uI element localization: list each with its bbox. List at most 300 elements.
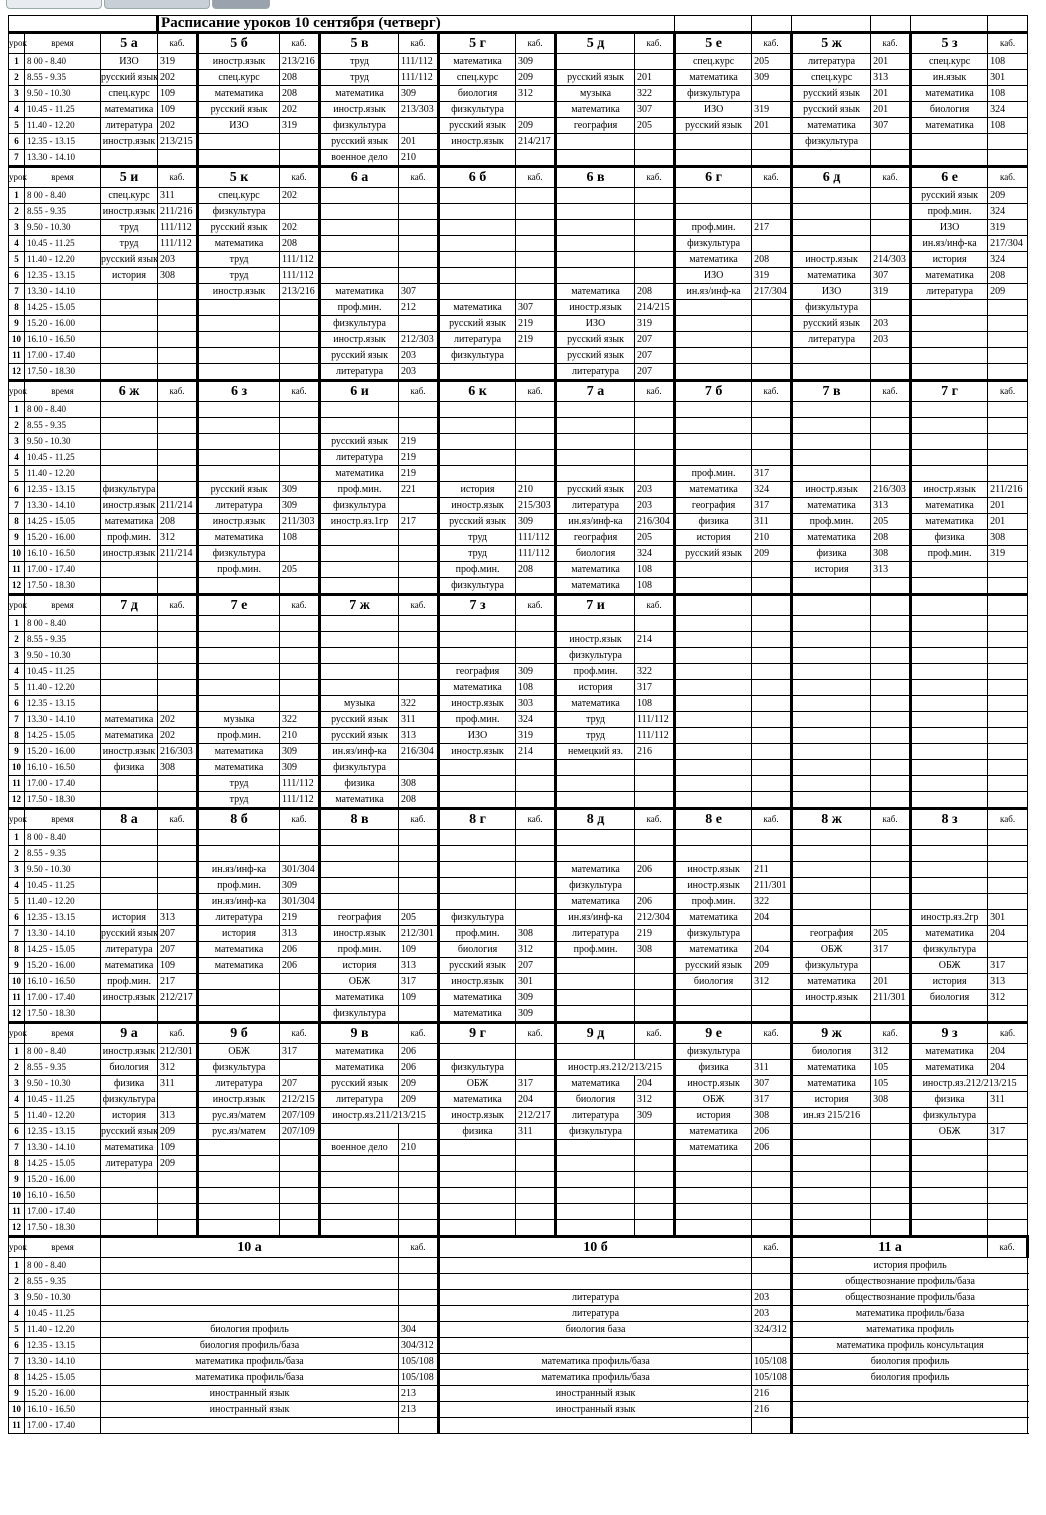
room-cell: 108 [635, 578, 675, 595]
subject-cell: проф.мин. [556, 942, 635, 958]
subject-cell: иностр.язык [320, 332, 399, 348]
schedule-table-container [8, 15, 1028, 1434]
subject-cell [439, 1274, 752, 1290]
subject-cell [556, 54, 635, 70]
lesson-row [9, 990, 1028, 1006]
room-cell [399, 1006, 439, 1023]
lesson-row [9, 1370, 1028, 1386]
lesson-number: 5 [9, 118, 25, 134]
lesson-time: 10.45 - 11.25 [25, 664, 101, 680]
room-cell: 203 [871, 316, 911, 332]
room-cell [871, 616, 911, 632]
subject-cell: биология профиль [101, 1322, 399, 1338]
subject-cell [320, 1156, 399, 1172]
room-cell [635, 616, 675, 632]
subject-cell: история профиль [792, 1258, 1028, 1274]
room-cell [516, 284, 556, 300]
room-cell: 324/312 [752, 1322, 792, 1338]
lesson-row [9, 760, 1028, 776]
room-cell [280, 1140, 320, 1156]
room-cell: 210 [752, 530, 792, 546]
room-cell: 111/112 [399, 70, 439, 86]
class-name: 10 б [439, 1237, 752, 1258]
room-cell [280, 402, 320, 418]
room-cell [752, 728, 792, 744]
room-cell: 206 [280, 958, 320, 974]
room-cell: 111/112 [280, 268, 320, 284]
subject-cell: математика [439, 54, 516, 70]
subject-cell [792, 632, 871, 648]
subject-cell [792, 1204, 871, 1220]
room-cell: 206 [635, 894, 675, 910]
room-label: каб. [871, 33, 911, 54]
room-cell [399, 680, 439, 696]
room-cell [280, 348, 320, 364]
room-cell [752, 562, 792, 578]
subject-cell [792, 680, 871, 696]
subject-cell: проф.мин. [675, 894, 752, 910]
room-cell: 209 [752, 546, 792, 562]
room-cell: 217 [399, 514, 439, 530]
subject-cell: история [101, 268, 158, 284]
lesson-row [9, 102, 1028, 118]
title-row [9, 16, 1028, 33]
lesson-number: 10 [9, 760, 25, 776]
room-cell: 212 [399, 300, 439, 316]
subject-cell [198, 1220, 280, 1237]
subject-cell: иностр.язык [320, 102, 399, 118]
subject-cell [792, 1386, 1028, 1402]
room-cell [871, 220, 911, 236]
subject-cell [911, 150, 988, 167]
room-cell [516, 268, 556, 284]
subject-cell [101, 284, 158, 300]
lesson-row [9, 632, 1028, 648]
room-cell [399, 220, 439, 236]
schedule-table [8, 15, 1028, 1434]
room-label: каб. [158, 595, 198, 616]
room-cell [752, 1188, 792, 1204]
room-cell: 319 [635, 316, 675, 332]
subject-cell: литература [439, 332, 516, 348]
room-cell [635, 268, 675, 284]
room-cell: 111/112 [399, 54, 439, 70]
class-name: 5 в [320, 33, 399, 54]
room-cell: 313 [871, 562, 911, 578]
subject-cell: история [792, 1092, 871, 1108]
room-cell: 207/109 [280, 1108, 320, 1124]
room-cell [516, 236, 556, 252]
subject-cell: математика [911, 926, 988, 942]
subject-cell: труд [101, 236, 158, 252]
room-label: каб. [158, 1023, 198, 1044]
room-cell: 205 [871, 926, 911, 942]
class-name: 11 а [792, 1237, 988, 1258]
room-cell [871, 862, 911, 878]
subject-cell [911, 862, 988, 878]
room-cell [871, 664, 911, 680]
subject-cell: литература [911, 284, 988, 300]
room-label: каб. [399, 381, 439, 402]
subject-cell [556, 616, 635, 632]
room-cell: 217 [752, 220, 792, 236]
room-cell [516, 150, 556, 167]
subject-cell [198, 364, 280, 381]
subject-cell: биология [911, 102, 988, 118]
lesson-time: 9.50 - 10.30 [25, 1076, 101, 1092]
room-label: каб. [280, 1023, 320, 1044]
subject-cell: физкультура [320, 118, 399, 134]
room-cell [752, 776, 792, 792]
toolbar-tab[interactable] [6, 0, 102, 9]
subject-cell [911, 1188, 988, 1204]
room-cell: 304/312 [399, 1338, 439, 1354]
room-cell [280, 680, 320, 696]
lesson-number: 4 [9, 102, 25, 118]
room-cell: 317 [516, 1076, 556, 1092]
room-cell: 211/214 [158, 498, 198, 514]
subject-cell: военное дело [320, 150, 399, 167]
room-cell: 202 [158, 712, 198, 728]
room-cell [280, 364, 320, 381]
subject-cell [198, 990, 280, 1006]
room-cell: 215/303 [516, 498, 556, 514]
lesson-time: 8 00 - 8.40 [25, 830, 101, 846]
subject-cell: русский язык [792, 316, 871, 332]
subject-cell [675, 134, 752, 150]
subject-cell [675, 150, 752, 167]
room-label: каб. [635, 595, 675, 616]
lesson-label: урок [9, 167, 25, 188]
toolbar-tab[interactable] [104, 0, 210, 9]
title-spacer [871, 16, 911, 33]
subject-cell: русский язык [320, 712, 399, 728]
subject-cell [675, 364, 752, 381]
room-cell: 309 [635, 1108, 675, 1124]
room-cell: 209 [988, 188, 1028, 204]
subject-cell: иностранный язык [439, 1386, 752, 1402]
room-cell [871, 680, 911, 696]
subject-cell [792, 418, 871, 434]
subject-cell: история [556, 680, 635, 696]
subject-cell [792, 776, 871, 792]
room-cell: 206 [752, 1140, 792, 1156]
toolbar-strip [0, 0, 1046, 15]
room-cell [988, 680, 1028, 696]
room-label: каб. [399, 1237, 439, 1258]
room-cell: 219 [399, 434, 439, 450]
room-cell: 204 [516, 1092, 556, 1108]
lesson-row [9, 1156, 1028, 1172]
room-cell: 216/304 [635, 514, 675, 530]
subject-cell: ИЗО [439, 728, 516, 744]
subject-cell: иностр.язык [439, 744, 516, 760]
room-cell: 203 [635, 482, 675, 498]
room-cell [635, 220, 675, 236]
lesson-label: урок [9, 33, 25, 54]
lesson-row [9, 792, 1028, 809]
subject-cell [556, 1140, 635, 1156]
subject-cell [911, 300, 988, 316]
room-cell: 309 [280, 744, 320, 760]
subject-cell: проф.мин. [439, 712, 516, 728]
lesson-number: 6 [9, 696, 25, 712]
room-cell: 313 [871, 70, 911, 86]
lesson-time: 12.35 - 13.15 [25, 696, 101, 712]
lesson-row [9, 466, 1028, 482]
subject-cell [320, 830, 399, 846]
lesson-number: 2 [9, 418, 25, 434]
subject-cell [792, 744, 871, 760]
room-cell [158, 846, 198, 862]
subject-cell [792, 830, 871, 846]
room-cell: 212/303 [399, 332, 439, 348]
room-cell: 111/112 [635, 712, 675, 728]
subject-cell [198, 1140, 280, 1156]
subject-cell [101, 1258, 399, 1274]
lesson-time: 10.45 - 11.25 [25, 236, 101, 252]
lesson-number: 12 [9, 1220, 25, 1237]
room-cell [988, 712, 1028, 728]
subject-cell: математика [675, 70, 752, 86]
room-cell [635, 418, 675, 434]
room-cell: 209 [516, 118, 556, 134]
lesson-time: 10.45 - 11.25 [25, 1092, 101, 1108]
room-label: каб. [988, 381, 1028, 402]
lesson-number: 7 [9, 284, 25, 300]
lesson-number: 4 [9, 236, 25, 252]
lesson-number: 11 [9, 348, 25, 364]
room-cell: 309 [280, 482, 320, 498]
room-cell: 208 [635, 284, 675, 300]
room-cell [635, 434, 675, 450]
room-cell [988, 578, 1028, 595]
block-header-row [9, 1023, 1028, 1044]
subject-cell [556, 236, 635, 252]
lesson-time: 9.50 - 10.30 [25, 220, 101, 236]
subject-cell [911, 632, 988, 648]
subject-cell: музыка [556, 86, 635, 102]
room-label: каб. [399, 167, 439, 188]
room-cell [988, 830, 1028, 846]
room-cell [399, 1124, 439, 1140]
subject-cell [792, 846, 871, 862]
lesson-number: 8 [9, 1156, 25, 1172]
class-name: 9 б [198, 1023, 280, 1044]
subject-cell: физкультура [556, 878, 635, 894]
room-cell: 221 [399, 482, 439, 498]
lesson-row [9, 268, 1028, 284]
room-cell [988, 134, 1028, 150]
lesson-time: 8 00 - 8.40 [25, 402, 101, 418]
subject-cell [911, 728, 988, 744]
room-cell [399, 1188, 439, 1204]
room-cell [158, 402, 198, 418]
subject-cell [792, 1124, 871, 1140]
room-label: каб. [635, 809, 675, 830]
subject-cell: русский язык [101, 1124, 158, 1140]
subject-cell [556, 776, 635, 792]
room-cell [752, 1204, 792, 1220]
lesson-time: 12.35 - 13.15 [25, 482, 101, 498]
subject-cell: математика [439, 990, 516, 1006]
subject-cell: биология [439, 86, 516, 102]
subject-cell [320, 846, 399, 862]
room-label: каб. [752, 1237, 792, 1258]
room-cell [988, 776, 1028, 792]
room-cell [280, 664, 320, 680]
room-cell [158, 776, 198, 792]
subject-cell [439, 204, 516, 220]
subject-cell: история [320, 958, 399, 974]
room-cell: 301 [988, 70, 1028, 86]
room-cell [988, 466, 1028, 482]
lesson-number: 4 [9, 450, 25, 466]
room-cell: 311 [158, 188, 198, 204]
lesson-number: 6 [9, 1338, 25, 1354]
subject-cell: труд [320, 54, 399, 70]
lesson-time: 12.35 - 13.15 [25, 1124, 101, 1140]
class-name: 6 и [320, 381, 399, 402]
lesson-number: 9 [9, 744, 25, 760]
subject-cell [101, 680, 158, 696]
subject-cell: физкультура [675, 1044, 752, 1060]
class-name: 6 к [439, 381, 516, 402]
subject-cell [439, 150, 516, 167]
subject-cell [320, 530, 399, 546]
room-label: каб. [635, 33, 675, 54]
subject-cell: труд [198, 792, 280, 809]
subject-cell [439, 450, 516, 466]
subject-cell: ИЗО [101, 54, 158, 70]
subject-cell [556, 792, 635, 809]
subject-cell: математика [911, 498, 988, 514]
time-label: время [25, 595, 101, 616]
lesson-number: 3 [9, 862, 25, 878]
subject-cell [198, 434, 280, 450]
lesson-row [9, 1386, 1028, 1402]
room-cell: 213 [399, 1402, 439, 1418]
subject-cell: математика [320, 466, 399, 482]
subject-cell [556, 830, 635, 846]
room-cell: 304 [399, 1322, 439, 1338]
lesson-number: 4 [9, 878, 25, 894]
room-cell [399, 1306, 439, 1322]
room-cell: 317 [280, 1044, 320, 1060]
subject-cell [792, 712, 871, 728]
subject-cell [320, 578, 399, 595]
lesson-time: 14.25 - 15.05 [25, 1156, 101, 1172]
subject-cell: математика [439, 300, 516, 316]
room-cell [988, 434, 1028, 450]
subject-cell [792, 1418, 1028, 1434]
subject-cell [556, 268, 635, 284]
room-cell [516, 878, 556, 894]
subject-cell [556, 974, 635, 990]
subject-cell: спец.курс [198, 188, 280, 204]
room-cell [635, 1172, 675, 1188]
room-cell: 209 [988, 284, 1028, 300]
room-cell [158, 284, 198, 300]
subject-cell: спец.курс [101, 188, 158, 204]
subject-cell [911, 1140, 988, 1156]
room-cell [752, 760, 792, 776]
room-label: каб. [399, 1023, 439, 1044]
lesson-number: 6 [9, 910, 25, 926]
room-cell: 108 [280, 530, 320, 546]
subject-cell [911, 332, 988, 348]
toolbar-tab[interactable] [212, 0, 270, 9]
room-cell: 111/112 [280, 776, 320, 792]
lesson-time: 13.30 - 14.10 [25, 284, 101, 300]
room-cell [752, 418, 792, 434]
subject-cell: проф.мин. [198, 878, 280, 894]
room-label: каб. [988, 809, 1028, 830]
lesson-row [9, 696, 1028, 712]
room-cell [635, 1140, 675, 1156]
lesson-number: 10 [9, 546, 25, 562]
room-cell [988, 364, 1028, 381]
room-cell [752, 364, 792, 381]
room-cell: 309 [280, 760, 320, 776]
room-cell [158, 1172, 198, 1188]
room-cell: 308 [158, 760, 198, 776]
room-label: каб. [280, 33, 320, 54]
subject-cell [911, 348, 988, 364]
room-label: каб. [988, 33, 1028, 54]
subject-cell: литература [101, 1156, 158, 1172]
room-cell [516, 830, 556, 846]
lesson-number: 8 [9, 728, 25, 744]
room-cell: 111/112 [280, 252, 320, 268]
lesson-row [9, 744, 1028, 760]
subject-cell: рус.яз/матем [198, 1124, 280, 1140]
lesson-time: 16.10 - 16.50 [25, 546, 101, 562]
room-cell [399, 268, 439, 284]
room-cell: 317 [988, 1124, 1028, 1140]
room-cell [871, 204, 911, 220]
room-cell [399, 1220, 439, 1237]
subject-cell [198, 830, 280, 846]
room-cell: 317 [988, 958, 1028, 974]
room-cell: 204 [635, 1076, 675, 1092]
class-name: 6 в [556, 167, 635, 188]
room-cell [635, 252, 675, 268]
room-cell [280, 632, 320, 648]
lesson-time: 13.30 - 14.10 [25, 712, 101, 728]
subject-cell: русский язык [556, 348, 635, 364]
class-name: 6 б [439, 167, 516, 188]
room-cell [280, 1060, 320, 1076]
room-cell [752, 300, 792, 316]
room-cell [752, 648, 792, 664]
subject-cell [911, 680, 988, 696]
subject-cell: математика [320, 792, 399, 809]
subject-cell [675, 1204, 752, 1220]
title-spacer [675, 16, 752, 33]
room-cell [399, 664, 439, 680]
lesson-time: 11.40 - 12.20 [25, 118, 101, 134]
room-cell [399, 1172, 439, 1188]
lesson-row [9, 1092, 1028, 1108]
subject-cell: ОБЖ [911, 958, 988, 974]
subject-cell [101, 664, 158, 680]
lesson-number: 5 [9, 894, 25, 910]
time-label: время [25, 809, 101, 830]
room-cell: 319 [516, 728, 556, 744]
subject-cell: математика [556, 578, 635, 595]
subject-cell: математика [101, 102, 158, 118]
